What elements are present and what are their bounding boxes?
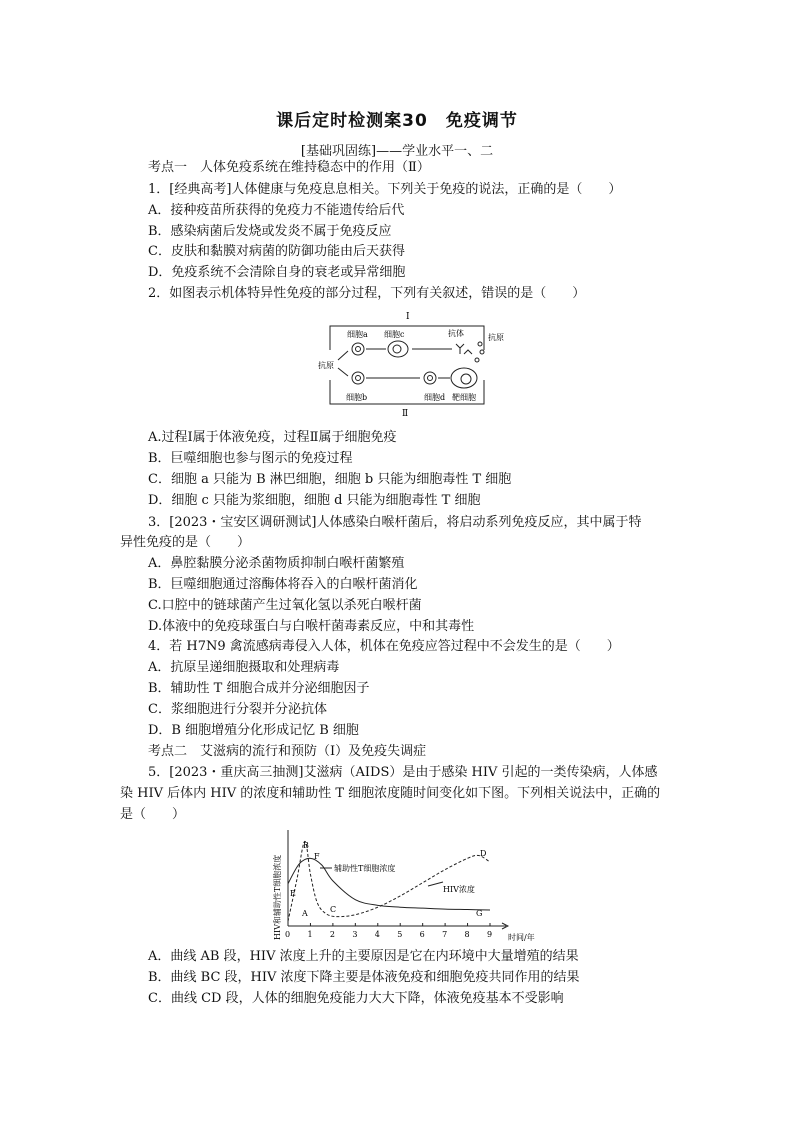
immune-process-diagram bbox=[312, 308, 522, 420]
section-heading: 考点一 人体免疫系统在维持稳态中的作用（Ⅱ） bbox=[148, 160, 430, 175]
arrow bbox=[338, 368, 348, 376]
point-label-g: G bbox=[476, 909, 483, 918]
cell-c-nucleus bbox=[393, 345, 401, 353]
option: A．接种疫苗所获得的免疫力不能遗传给后代 bbox=[148, 203, 405, 218]
antigen-dot bbox=[478, 342, 482, 346]
question-2: 2．如图表示机体特异性免疫的部分过程，下列有关叙述，错误的是（ ） bbox=[148, 286, 586, 301]
antibody-shape bbox=[456, 344, 464, 354]
antigen-left-label: 抗原 bbox=[318, 361, 334, 370]
x-tick-label: 4 bbox=[374, 930, 380, 939]
cell-a bbox=[352, 343, 364, 355]
target-cell-nucleus bbox=[461, 374, 471, 384]
option: D．细胞 c 只能为浆细胞，细胞 d 只能为细胞毒性 T 细胞 bbox=[148, 493, 481, 508]
antibody-shape bbox=[464, 350, 472, 354]
y-axis-label: HIV和辅助性T细胞浓度 bbox=[273, 854, 282, 940]
question-5-cont: 是（ ） bbox=[120, 807, 186, 822]
x-tick-label: 8 bbox=[464, 930, 470, 939]
option: C．细胞 a 只能为 B 淋巴细胞，细胞 b 只能为细胞毒性 T 细胞 bbox=[148, 472, 512, 487]
antigen-dot bbox=[475, 358, 479, 362]
cell-d-nucleus bbox=[428, 376, 433, 381]
option: C.口腔中的链球菌产生过氧化氢以杀死白喉杆菌 bbox=[148, 598, 422, 613]
leader-line bbox=[428, 882, 443, 886]
option: B．曲线 BC 段，HIV 浓度下降主要是体液免疫和细胞免疫共同作用的结果 bbox=[148, 970, 580, 985]
cell-b-nucleus bbox=[356, 376, 361, 381]
x-tick-label: 9 bbox=[487, 930, 493, 939]
option: B．感染病菌后发烧或发炎不属于免疫反应 bbox=[148, 224, 392, 239]
x-tick-label: 3 bbox=[352, 930, 358, 939]
question-4: 4．若 H7N9 禽流感病毒侵入人体，机体在免疫应答过程中不会发生的是（ ） bbox=[148, 639, 620, 654]
point-label-b: B bbox=[303, 841, 309, 850]
option: A．鼻腔黏膜分泌杀菌物质抑制白喉杆菌繁殖 bbox=[148, 556, 405, 571]
x-tick-label: 7 bbox=[442, 930, 448, 939]
option: C．曲线 CD 段，人体的细胞免疫能力大大下降，体液免疫基本不受影响 bbox=[148, 991, 564, 1006]
option: B．巨噬细胞通过溶酶体将吞入的白喉杆菌消化 bbox=[148, 577, 418, 592]
cell-d bbox=[424, 372, 436, 384]
question-3: 3．[2023・宝安区调研测试]人体感染白喉杆菌后，将启动系列免疫反应，其中属于特 bbox=[148, 515, 642, 530]
cell-a-label: 细胞a bbox=[347, 330, 368, 339]
option: C．浆细胞进行分裂并分泌抗体 bbox=[148, 702, 327, 717]
cell-c bbox=[388, 341, 408, 357]
option: A．抗原呈递细胞摄取和处理病毒 bbox=[148, 660, 340, 675]
roman-1-label: Ⅰ bbox=[406, 312, 410, 322]
hiv-line-chart bbox=[268, 826, 538, 946]
point-label-f: F bbox=[314, 852, 320, 861]
point-label-a: A bbox=[302, 909, 308, 918]
roman-2-label: Ⅱ bbox=[402, 409, 409, 419]
antibody-label: 抗体 bbox=[448, 329, 464, 338]
x-tick-label: 2 bbox=[329, 930, 335, 939]
point-label-c: C bbox=[330, 905, 337, 914]
target-cell bbox=[451, 368, 477, 388]
x-axis-label: 时间/年 bbox=[508, 933, 535, 942]
arrow bbox=[338, 351, 348, 360]
cell-b-label: 细胞b bbox=[346, 393, 368, 402]
hiv-label: HIV浓度 bbox=[443, 885, 475, 894]
cell-d-label: 细胞d bbox=[424, 393, 446, 402]
cell-b bbox=[352, 372, 364, 384]
x-tick-label: 1 bbox=[307, 930, 313, 939]
option: A.过程Ⅰ属于体液免疫，过程Ⅱ属于细胞免疫 bbox=[148, 430, 397, 445]
target-cell-label: 靶细胞 bbox=[452, 393, 476, 402]
option: B．辅助性 T 细胞合成并分泌细胞因子 bbox=[148, 681, 370, 696]
x-tick-label: 6 bbox=[419, 930, 425, 939]
point-label-e: E bbox=[290, 889, 296, 898]
option: D.体液中的免疫球蛋白与白喉杆菌毒素反应，中和其毒性 bbox=[148, 619, 475, 634]
option: C．皮肤和黏膜对病菌的防御功能由后天获得 bbox=[148, 244, 405, 259]
option: D．B 细胞增殖分化形成记忆 B 细胞 bbox=[148, 723, 359, 738]
question-3-cont: 异性免疫的是（ ） bbox=[120, 535, 251, 550]
question-1: 1．[经典高考]人体健康与免疫息息相关。下列关于免疫的说法，正确的是（ ） bbox=[148, 182, 622, 197]
page-title: 课后定时检测案30 免疫调节 bbox=[276, 111, 518, 131]
option: A．曲线 AB 段，HIV 浓度上升的主要原因是它在内环境中大量增殖的结果 bbox=[148, 949, 579, 964]
question-5: 5．[2023・重庆高三抽测]艾滋病（AIDS）是由于感染 HIV 引起的一类传染病，人体感 bbox=[148, 765, 658, 780]
antigen-right-label: 抗原 bbox=[488, 333, 504, 342]
cell-a-nucleus bbox=[356, 347, 361, 352]
section-subtitle: [基础巩固练]——学业水平一、二 bbox=[300, 144, 494, 159]
helper-t-cell-label: 辅助性T细胞浓度 bbox=[334, 864, 396, 873]
option: D．免疫系统不会清除自身的衰老或异常细胞 bbox=[148, 265, 406, 280]
antigen-dot bbox=[480, 350, 484, 354]
section-heading: 考点二 艾滋病的流行和预防（Ⅰ）及免疫失调症 bbox=[148, 744, 427, 759]
cell-c-label: 细胞c bbox=[384, 330, 405, 339]
question-5-cont: 染 HIV 后体内 HIV 的浓度和辅助性 T 细胞浓度随时间变化如下图。下列相关说法中，正确的 bbox=[120, 786, 661, 801]
x-tick-label: 0 bbox=[285, 930, 291, 939]
x-tick-label: 5 bbox=[397, 930, 403, 939]
point-label-d: D bbox=[480, 849, 487, 858]
option: B．巨噬细胞也参与图示的免疫过程 bbox=[148, 451, 353, 466]
